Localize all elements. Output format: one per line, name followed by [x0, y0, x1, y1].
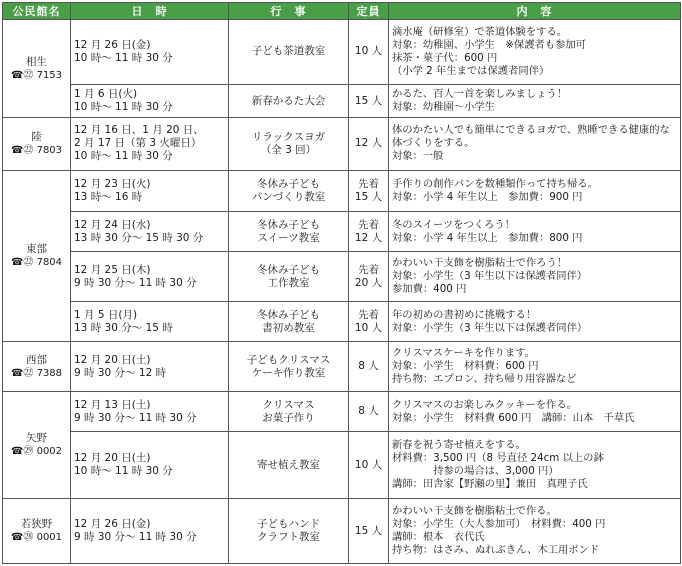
table-row: [3, 342, 681, 392]
capacity-cell: 先着 12 人: [349, 212, 389, 252]
table-row: [3, 499, 681, 564]
venue-phone: ☎㉘ 0001: [10, 532, 63, 544]
capacity-cell: 先着 20 人: [349, 252, 389, 302]
content-cell: 冬のスイーツをつくろう！ 対象：小学 4 年生以上 参加費：800 円: [389, 212, 681, 252]
date-cell: 12 月 20 日(土) 10 時～ 11 時 30 分: [71, 432, 229, 499]
content-cell: 新春を祝う寄せ植えをする。 材料費：3,500 円（8 号直径 24cm 以上の鉢 持参の場合は、3,000 円） 講師：田舎家【野瀬の里】兼田 真理子氏: [389, 432, 681, 499]
date-cell: 1 月 6 日(火) 10 時～ 11 時 30 分: [71, 84, 229, 117]
venue-phone: ☎㉙ 0002: [10, 446, 63, 458]
content-cell: かわいい干支飾を樹脂粘土で作る。 対象：小学生（大人参加可） 材料費：400 円 講師：根本 衣代氏 持ち物：はさみ、ぬれぶきん、木工用ボンド: [389, 499, 681, 564]
capacity-cell: 先着 15 人: [349, 170, 389, 212]
capacity-cell: 10 人: [349, 432, 389, 499]
date-cell: 12 月 23 日(火) 13 時～ 16 時: [71, 170, 229, 212]
content-cell: クリスマスのお楽しみクッキーを作る。 対象：小学生 材料費 600 円 講師：山本 千草氏: [389, 392, 681, 432]
event-cell: 寄せ植え教室: [229, 432, 349, 499]
date-cell: 12 月 13 日(土) 9 時 30 分～ 11 時 30 分: [71, 392, 229, 432]
venue-name: 東部: [26, 242, 47, 255]
event-cell: クリスマス お菓子作り: [229, 392, 349, 432]
date-cell: 1 月 5 日(月) 13 時 30 分～ 15 時: [71, 302, 229, 342]
venue-cell: [3, 118, 71, 170]
event-cell: 子ども茶道教室: [229, 20, 349, 85]
event-cell: 冬休み子ども 工作教室: [229, 252, 349, 302]
table-row: [3, 84, 681, 117]
capacity-cell: 10 人: [349, 20, 389, 85]
venue-name: 西部: [26, 353, 47, 366]
venue-name: 矢野: [26, 432, 47, 445]
event-cell: 冬休み子ども スイーツ教室: [229, 212, 349, 252]
header-datetime: 日 時: [71, 3, 229, 20]
table-row: [3, 252, 681, 302]
content-cell: 滴水庵（研修室）で茶道体験をする。 対象：幼稚園、小学生 ※保護者も参加可 抹茶・菓子代：600 円 （小学 2 年生までは保護者同伴）: [389, 20, 681, 85]
capacity-cell: 15 人: [349, 499, 389, 564]
date-cell: 12 月 26 日(金) 10 時～ 11 時 30 分: [71, 20, 229, 85]
venue-phone: ☎㉒ 7153: [10, 69, 63, 81]
event-cell: リラックスヨガ （全 3 回）: [229, 118, 349, 170]
table-row: [3, 432, 681, 499]
content-cell: 体のかたい人でも簡単にできるヨガで、熟睡できる健康的な体づくりをする。 対象：一般: [389, 118, 681, 170]
table-row: [3, 212, 681, 252]
date-cell: 12 月 20 日(土) 9 時 30 分～ 12 時: [71, 342, 229, 392]
content-cell: クリスマスケーキを作ります。 対象：小学生 材料費：600 円 持ち物：エプロン、持ち帰り用容器など: [389, 342, 681, 392]
table-row: [3, 302, 681, 342]
venue-cell: [3, 392, 71, 499]
event-cell: 子どもハンド クラフト教室: [229, 499, 349, 564]
header-row: [3, 3, 681, 20]
header-content: 内 容: [389, 3, 681, 20]
capacity-cell: 先着 10 人: [349, 302, 389, 342]
venue-name: 陸: [31, 130, 42, 143]
table-row: [3, 20, 681, 85]
capacity-cell: 8 人: [349, 392, 389, 432]
content-cell: かるた、百人一首を楽しみましょう！ 対象：幼稚園～小学生: [389, 84, 681, 117]
event-cell: 冬休み子ども 書初め教室: [229, 302, 349, 342]
venue-name: 若狭野: [20, 518, 53, 531]
table-row: [3, 118, 681, 170]
content-cell: 手作りの創作パンを数種類作って持ち帰る。 対象：小学 4 年生以上 参加費：900 円: [389, 170, 681, 212]
capacity-cell: 12 人: [349, 118, 389, 170]
capacity-cell: 8 人: [349, 342, 389, 392]
table-row: [3, 170, 681, 212]
header-event: 行 事: [229, 3, 349, 20]
venue-cell: [3, 170, 71, 342]
event-cell: 子どもクリスマス ケーキ作り教室: [229, 342, 349, 392]
content-cell: かわいい干支飾を樹脂粘土で作ろう！ 対象：小学生（3 年生以下は保護者同伴） 参加費：400 円: [389, 252, 681, 302]
venue-name: 相生: [26, 55, 47, 68]
venue-cell: [3, 342, 71, 392]
header-capacity: 定員: [349, 3, 389, 20]
event-cell: 新春かるた大会: [229, 84, 349, 117]
venue-cell: [3, 20, 71, 118]
venue-phone: ☎㉒ 7388: [10, 367, 63, 379]
table-row: [3, 392, 681, 432]
events-table: [2, 2, 681, 564]
date-cell: 12 月 24 日(水) 13 時 30 分～ 15 時 30 分: [71, 212, 229, 252]
capacity-cell: 15 人: [349, 84, 389, 117]
content-cell: 年の初めの書初めに挑戦する！ 対象：小学生（3 年生以下は保護者同伴）: [389, 302, 681, 342]
date-cell: 12 月 16 日、1 月 20 日、 2 月 17 日（第 3 火曜日） 10 時～ 11 時 30 分: [71, 118, 229, 170]
venue-cell: [3, 499, 71, 564]
event-cell: 冬休み子ども パンづくり教室: [229, 170, 349, 212]
venue-phone: ☎㉒ 7803: [10, 144, 63, 156]
header-venue: 公民館名: [3, 3, 71, 20]
date-cell: 12 月 26 日(金) 9 時 30 分～ 11 時 30 分: [71, 499, 229, 564]
date-cell: 12 月 25 日(木) 9 時 30 分～ 11 時 30 分: [71, 252, 229, 302]
venue-phone: ☎㉒ 7804: [10, 256, 63, 268]
